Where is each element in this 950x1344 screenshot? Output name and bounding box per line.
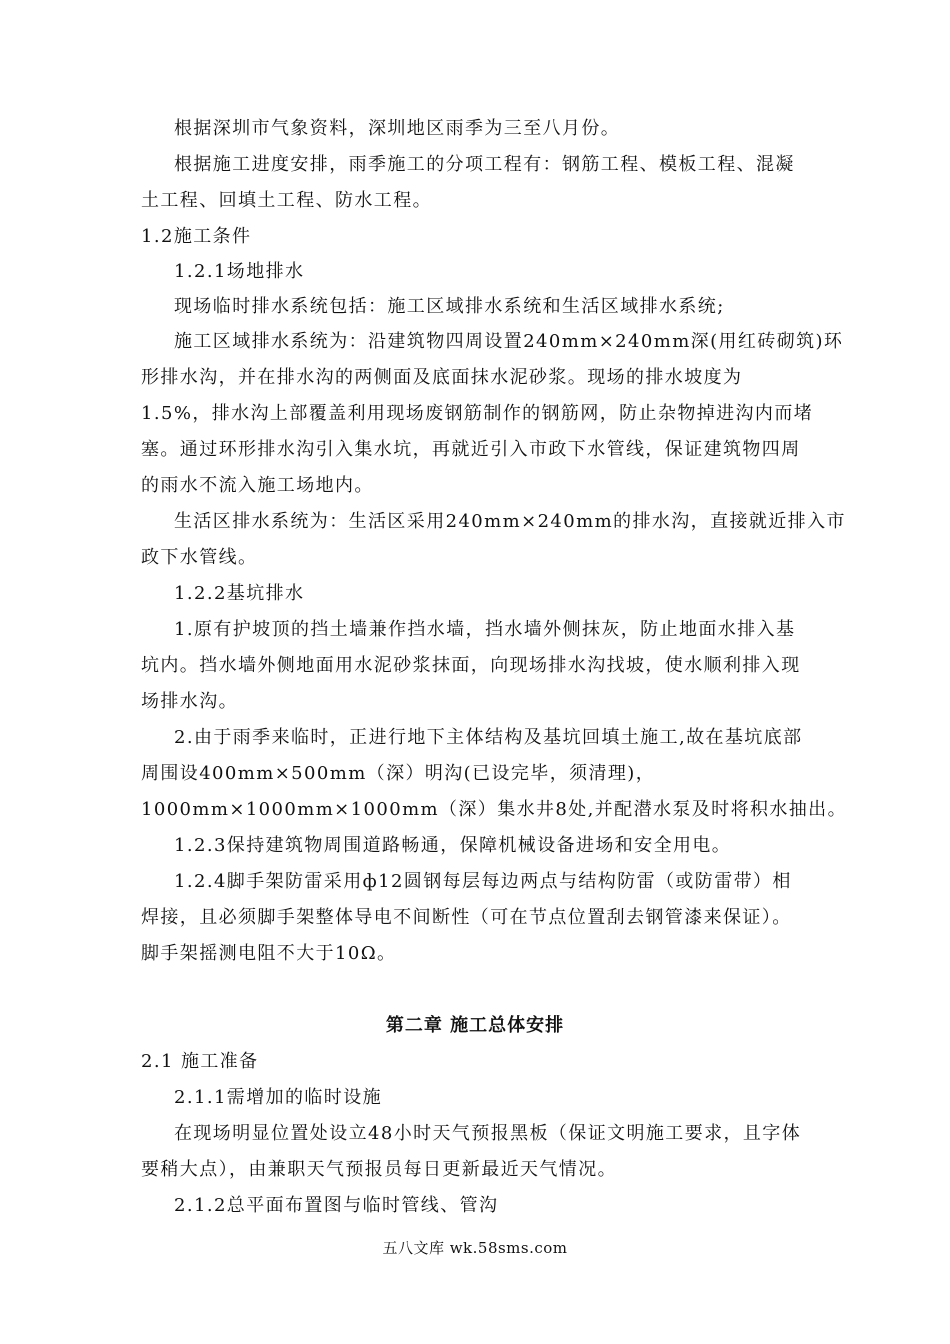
chapter-title: 第二章 施工总体安排 [385, 1015, 565, 1036]
paragraph-line: 周围设400mm×500mm（深）明沟(已设完毕，须清理)， [141, 763, 656, 784]
paragraph-line: 脚手架摇测电阻不大于10Ω。 [141, 943, 397, 964]
paragraph-line: 要稍大点），由兼职天气预报员每日更新最近天气情况。 [141, 1159, 617, 1180]
paragraph-line: 的雨水不流入施工场地内。 [141, 475, 374, 496]
paragraph-line: 根据深圳市气象资料，深圳地区雨季为三至八月份。 [174, 118, 621, 139]
paragraph-line: 坑内。挡水墙外侧地面用水泥砂浆抹面，向现场排水沟找坡，使水顺利排入现 [141, 655, 801, 676]
paragraph-line: 1.2.3保持建筑物周围道路畅通，保障机械设备进场和安全用电。 [174, 835, 732, 856]
paragraph-line: 场排水沟。 [141, 691, 238, 712]
paragraph-line: 塞。通过环形排水沟引入集水坑，再就近引入市政下水管线，保证建筑物四周 [141, 439, 801, 460]
paragraph-line: 焊接，且必须脚手架整体导电不间断性（可在节点位置刮去钢管漆来保证）。 [141, 907, 792, 928]
paragraph-line: 生活区排水系统为：生活区采用240mm×240mm的排水沟，直接就近排入市 [174, 511, 846, 532]
subsection-heading: 2.1.2总平面布置图与临时管线、管沟 [174, 1195, 499, 1216]
paragraph-line: 1.原有护坡顶的挡土墙兼作挡水墙，挡水墙外侧抹灰，防止地面水排入基 [174, 619, 796, 640]
page-footer: 五八文库 wk.58sms.com [382, 1239, 568, 1257]
subsection-heading: 1.2.1场地排水 [174, 261, 305, 282]
paragraph-line: 1.2.4脚手架防雷采用ф12圆钢每层每边两点与结构防雷（或防雷带）相 [174, 871, 792, 892]
paragraph-line: 土工程、回填土工程、防水工程。 [141, 190, 432, 211]
paragraph-line: 形排水沟，并在排水沟的两侧面及底面抹水泥砂浆。现场的排水坡度为 [141, 367, 743, 388]
paragraph-line: 2.由于雨季来临时，正进行地下主体结构及基坑回填土施工,故在基坑底部 [174, 727, 803, 748]
paragraph-line: 1000mm×1000mm×1000mm（深）集水井8处,并配潜水泵及时将积水抽出。 [141, 799, 847, 820]
paragraph-line: 1.5%，排水沟上部覆盖利用现场废钢筋制作的钢筋网，防止杂物掉进沟内而堵 [141, 403, 814, 424]
paragraph-line: 在现场明显位置处设立48小时天气预报黑板（保证文明施工要求，且字体 [174, 1123, 802, 1144]
paragraph-line: 施工区域排水系统为：沿建筑物四周设置240mm×240mm深(用红砖砌筑)环 [174, 331, 844, 352]
section-heading: 1.2施工条件 [141, 226, 252, 247]
paragraph-line: 现场临时排水系统包括：施工区域排水系统和生活区域排水系统; [174, 296, 725, 317]
subsection-heading: 1.2.2基坑排水 [174, 583, 305, 604]
subsection-heading: 2.1.1需增加的临时设施 [174, 1087, 382, 1108]
paragraph-line: 根据施工进度安排，雨季施工的分项工程有：钢筋工程、模板工程、混凝 [174, 154, 795, 175]
section-heading: 2.1 施工准备 [141, 1051, 259, 1072]
paragraph-line: 政下水管线。 [141, 547, 258, 568]
